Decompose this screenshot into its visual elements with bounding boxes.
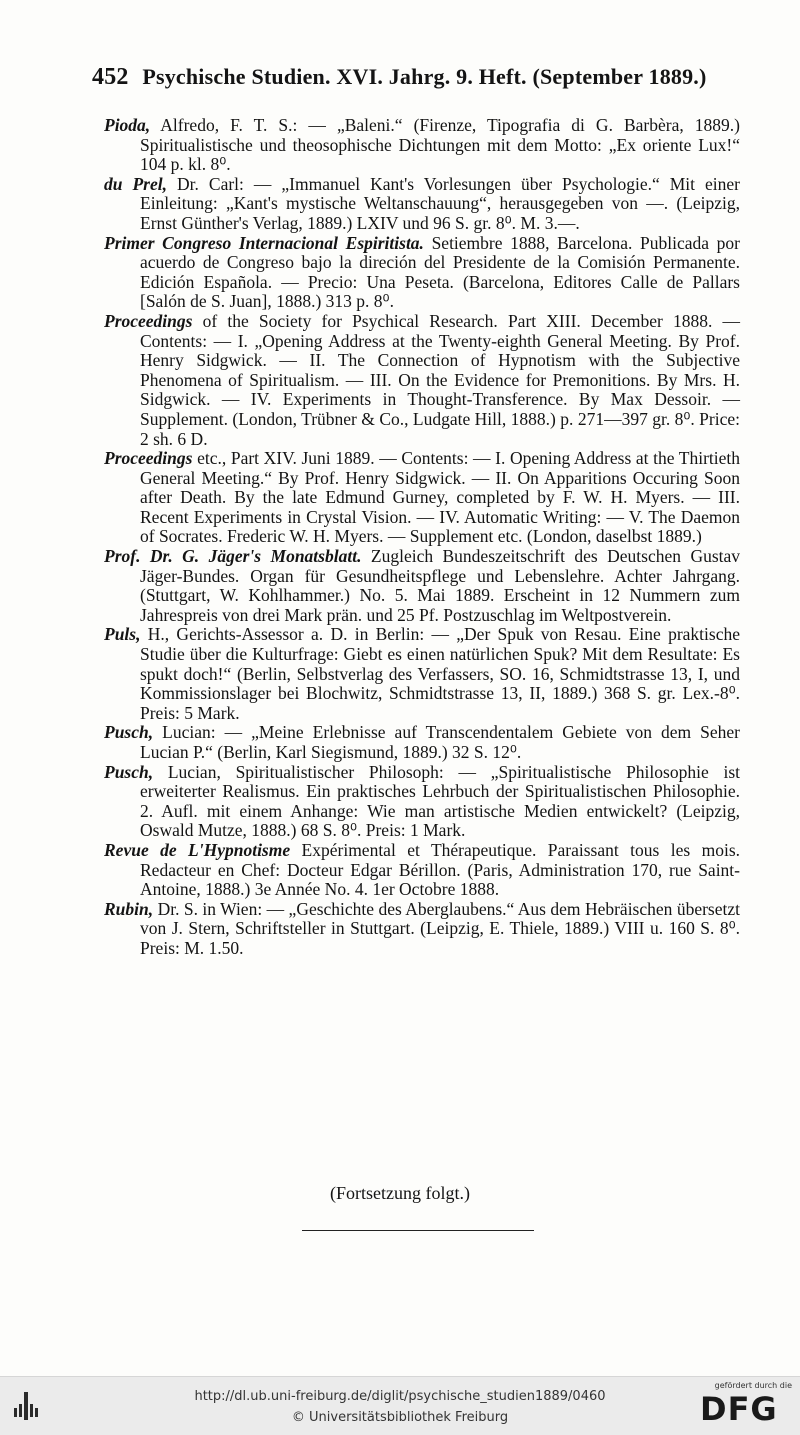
dfg-logo-icon: DFG: [700, 1390, 778, 1428]
end-rule: [302, 1230, 534, 1231]
entry-text: Lucian, Spiritualistischer Philosoph: — „Spiritualistische Philosophie ist erweiterter Realismus. Ein praktisches Lehrbuch der Spiritualistischen Philosophie. 2. Aufl. mit einem Anhange: Wie man artistische Medien entwickelt? (Leipzig, Oswald Mutze, 1888.) 68 S. 8⁰. Preis: 1 Mark.: [140, 761, 740, 841]
entry-heading: Revue de L'Hypnotisme: [104, 839, 291, 860]
entry-text: Lucian: — „Meine Erlebnisse auf Transcendentalem Gebiete von dem Seher Lucian P.“ (Berlin, Karl Siegismund, 1889.) 32 S. 12⁰.: [140, 722, 741, 762]
page-header: [92, 64, 732, 94]
entry-text: Zugleich Bundeszeitschrift des Deutschen Gustav Jäger-Bundes. Organ für Gesundheitspflege und Lebenslehre. Achter Jahrgang. (Stuttgart, W. Kohlhammer.) No. 5. Mai 1889. Erscheint in 12 Nummern zum Jahrespreis von drei Mark prän. und 25 Pf. Postzuschlag im Weltpostverein.: [140, 546, 741, 625]
bibliography-entry: [104, 116, 740, 175]
entry-heading: du Prel,: [104, 173, 167, 194]
bibliography-entry: [104, 723, 740, 762]
permalink-url[interactable]: http://dl.ub.uni-freiburg.de/diglit/psychische_studien1889/0460: [194, 1389, 606, 1404]
entry-text: Alfredo, F. T. S.: — „Baleni.“ (Firenze, Tipografia di G. Barbèra, 1889.) Spiritualistische und theosophische Dichtungen mit dem Motto: „Ex oriente Lux!“ 104 p. kl. 8⁰.: [140, 115, 740, 175]
entry-heading: Proceedings: [104, 448, 193, 469]
entry-text: Setiembre 1888, Barcelona. Publicada por acuerdo de Congreso bajo la direción del Presidente de la Comisión Permanente. Edición Española. — Precio: Una Peseta. (Barcelona, Editores Calle de Pallars [Salón de S. Juan], 1888.) 313 p. 8⁰.: [140, 232, 741, 312]
dfg-caption: gefördert durch die: [714, 1381, 792, 1390]
page-number: 452: [92, 64, 129, 90]
bibliography-entry: [104, 234, 740, 312]
entry-text: Dr. Carl: — „Immanuel Kant's Vorlesungen über Psychologie.“ Mit einer Einleitung: „Kant's mystische Weltanschauung“, herausgegeben von —. (Leipzig, Ernst Günther's Verlag, 1889.) LXIV und 96 S. gr. 8⁰. M. 3.—.: [140, 173, 741, 233]
entry-text: Expérimental et Thérapeutique. Paraissant tous les mois. Redacteur en Chef: Docteur Edgar Bérillon. (Paris, Administration 170, rue Saint-Antoine, 1888.) 3e Année No. 4. 1er Octobre 1888.: [140, 839, 741, 900]
entry-heading: Prof. Dr. G. Jäger's Monatsblatt.: [104, 546, 362, 567]
entry-heading: Pioda,: [104, 115, 151, 135]
entry-heading: Pusch,: [104, 761, 154, 782]
bibliography-entry: [104, 312, 740, 449]
viewer-footer: [0, 1376, 800, 1435]
copyright-notice: © Universitätsbibliothek Freiburg: [291, 1410, 509, 1425]
bibliography-entry: [104, 449, 740, 547]
bibliography-entry: [104, 547, 740, 625]
bibliography-list: [104, 116, 740, 959]
entry-text: H., Gerichts-Assessor a. D. in Berlin: — „Der Spuk von Resau. Eine praktische Studie über die Kulturfrage: Giebt es einen natürlichen Spuk? Mit dem Resultate: Es spukt doch!“ (Berlin, Selbstverlag des Verfassers, SO. 16, Schmidtstrasse 13, I, und Kommissionslager bei Blochwitz, Schmidtstrasse 13, II, 1889.) 368 S. gr. Lex.-8⁰. Preis: 5 Mark.: [140, 624, 740, 723]
bibliography-entry: [104, 175, 740, 234]
running-title: Psychische Studien. XVI. Jahrg. 9. Heft. (September 1889.): [142, 64, 707, 89]
entry-text: Dr. S. in Wien: — „Geschichte des Aberglaubens.“ Aus dem Hebräischen übersetzt von J. Stern, Schriftsteller in Stuttgart. (Leipzig, E. Thiele, 1889.) VIII u. 160 S. 8⁰. Preis: M. 1.50.: [140, 898, 740, 958]
bibliography-entry: [104, 900, 740, 959]
dfg-funding-logo[interactable]: [700, 1381, 792, 1431]
bibliography-entry: [104, 625, 740, 723]
entry-heading: Proceedings: [104, 310, 193, 331]
entry-text: of the Society for Psychical Research. Part XIII. December 1888. — Contents: — I. „Opening Address at the Twenty-eighth General Meeting. By Prof. Henry Sidgwick. — II. The Connection of Hypnotism with the Subjective Phenomena of Spiritualism. — III. On the Evidence for Premonitions. By Mrs. H. Sidgwick. — IV. Experiments in Thought-Transference. By Max Dessoir. — Supplement. (London, Trübner & Co., Ludgate Hill, 1888.) p. 271—397 gr. 8⁰. Price: 2 sh. 6 D.: [140, 310, 741, 449]
entry-text: etc., Part XIV. Juni 1889. — Contents: — I. Opening Address at the Thirtieth General Meeting.“ By Prof. Henry Sidgwick. — II. On Apparitions Occuring Soon after Death. By the late Edmund Gurney, completed by F. W. H. Myers. — III. Recent Experiments in Crystal Vision. — IV. Automatic Writing: — V. The Daemon of Socrates. Frederic W. H. Myers. — Supplement etc. (London, daselbst 1889.): [140, 448, 741, 547]
entry-heading: Pusch,: [104, 722, 154, 743]
continuation-note: (Fortsetzung folgt.): [330, 1183, 470, 1203]
entry-heading: Primer Congreso Internacional Espiritista.: [104, 232, 424, 253]
entry-heading: Rubin,: [104, 898, 154, 919]
bibliography-entry: [104, 841, 740, 900]
entry-heading: Puls,: [104, 624, 141, 645]
bibliography-entry: [104, 763, 740, 841]
